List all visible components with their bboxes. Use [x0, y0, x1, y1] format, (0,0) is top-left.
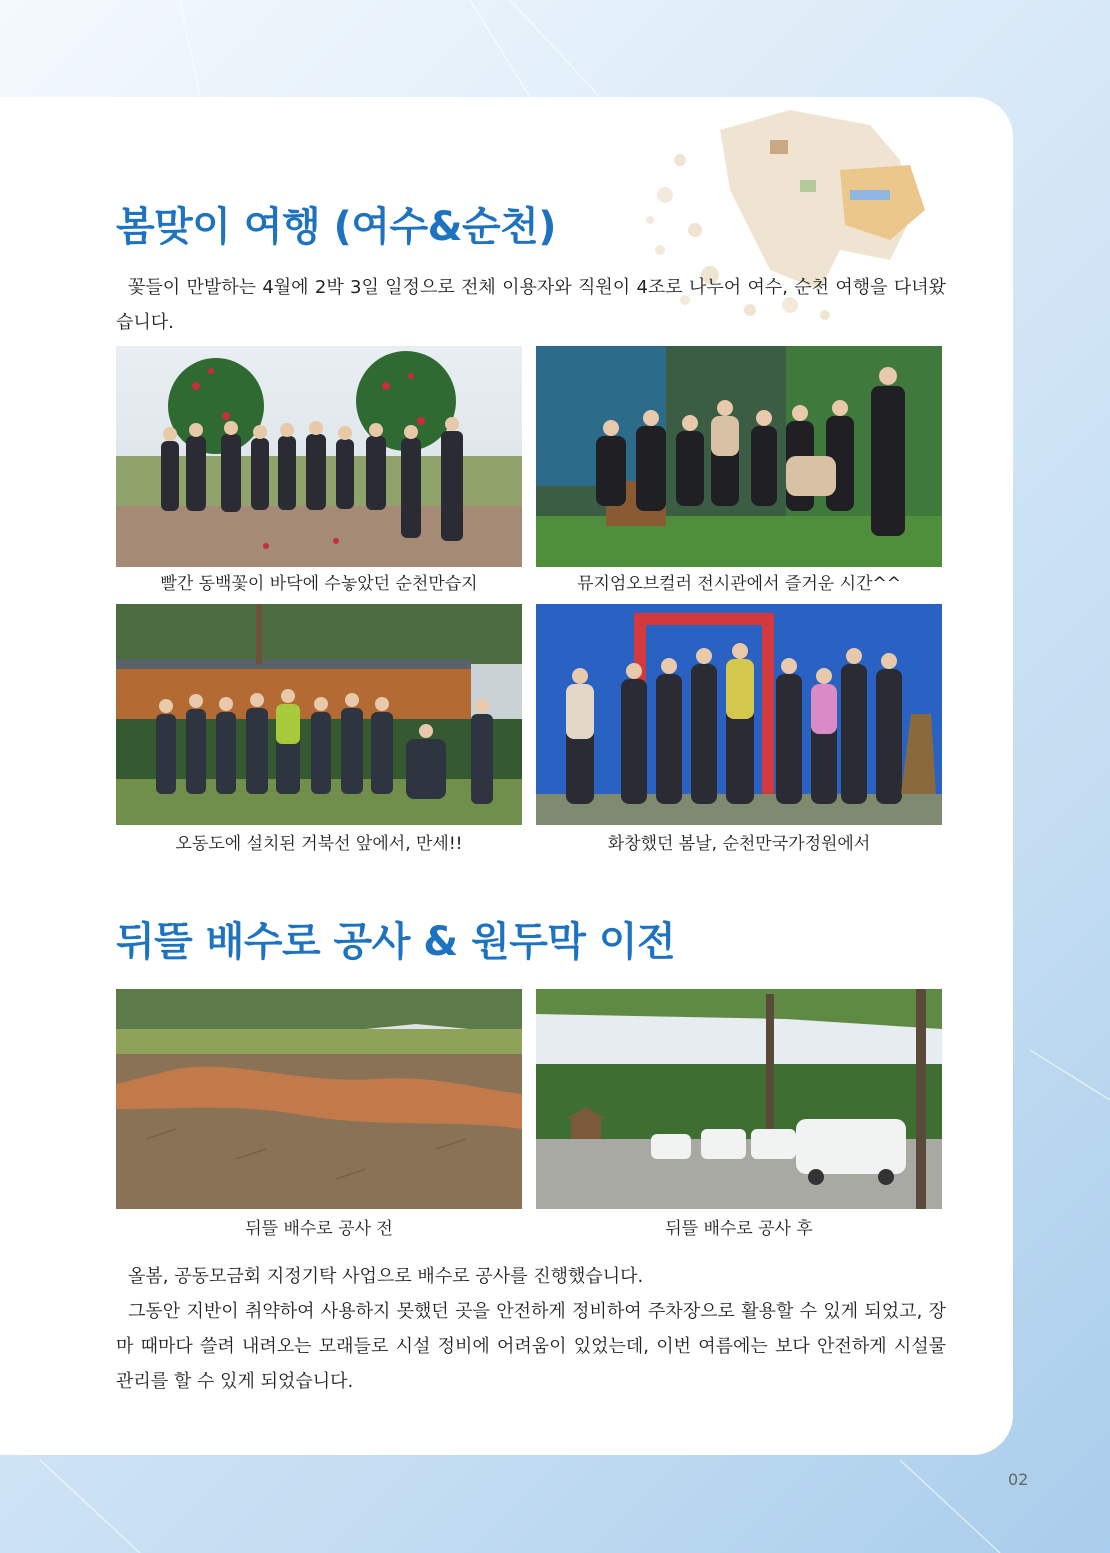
- section-title-spring-trip: 봄맞이 여행 (여수&순천): [116, 204, 557, 250]
- caption-turtle-ship: 오동도에 설치된 거북선 앞에서, 만세!!: [175, 834, 463, 854]
- photo-drainage-before: [116, 989, 522, 1209]
- photo-drainage-after: [536, 989, 942, 1209]
- spring-trip-intro: 꽃들이 만발하는 4월에 2박 3일 일정으로 전체 이용자와 직원이 4조로 나누어 여수, 순천 여행을 다녀왔습니다.: [116, 277, 946, 333]
- caption-drainage-before: 뒤뜰 배수로 공사 전: [245, 1219, 393, 1239]
- drainage-paragraph-2: 그동안 지반이 취약하여 사용하지 못했던 곳을 안전하게 정비하여 주차장으로 활용할 수 있게 되었고, 장마 때마다 쓸려 내려오는 모래들로 시설 정비에 어려움이 있었는데, 이번 여름에는 보다 안전하게 시설물 관리를 할 수 있게 되었습니다.: [116, 1301, 946, 1392]
- caption-suncheon-wetland: 빨간 동백꽃이 바닥에 수놓았던 순천만습지: [160, 574, 478, 594]
- photo-national-garden: [536, 604, 942, 825]
- caption-museum-of-color: 뮤지엄오브컬러 전시관에서 즐거운 시간^^: [577, 574, 901, 594]
- page-number: 02: [1008, 1470, 1029, 1489]
- drainage-paragraph-1: 올봄, 공동모금회 지정기탁 사업으로 배수로 공사를 진행했습니다.: [128, 1266, 644, 1287]
- caption-national-garden: 화창했던 봄날, 순천만국가정원에서: [607, 834, 871, 854]
- caption-drainage-after: 뒤뜰 배수로 공사 후: [665, 1219, 813, 1239]
- section-title-drainage: 뒤뜰 배수로 공사 & 원두막 이전: [116, 919, 676, 965]
- photo-suncheon-wetland: [116, 346, 522, 567]
- photo-museum-of-color: [536, 346, 942, 567]
- photo-turtle-ship: [116, 604, 522, 825]
